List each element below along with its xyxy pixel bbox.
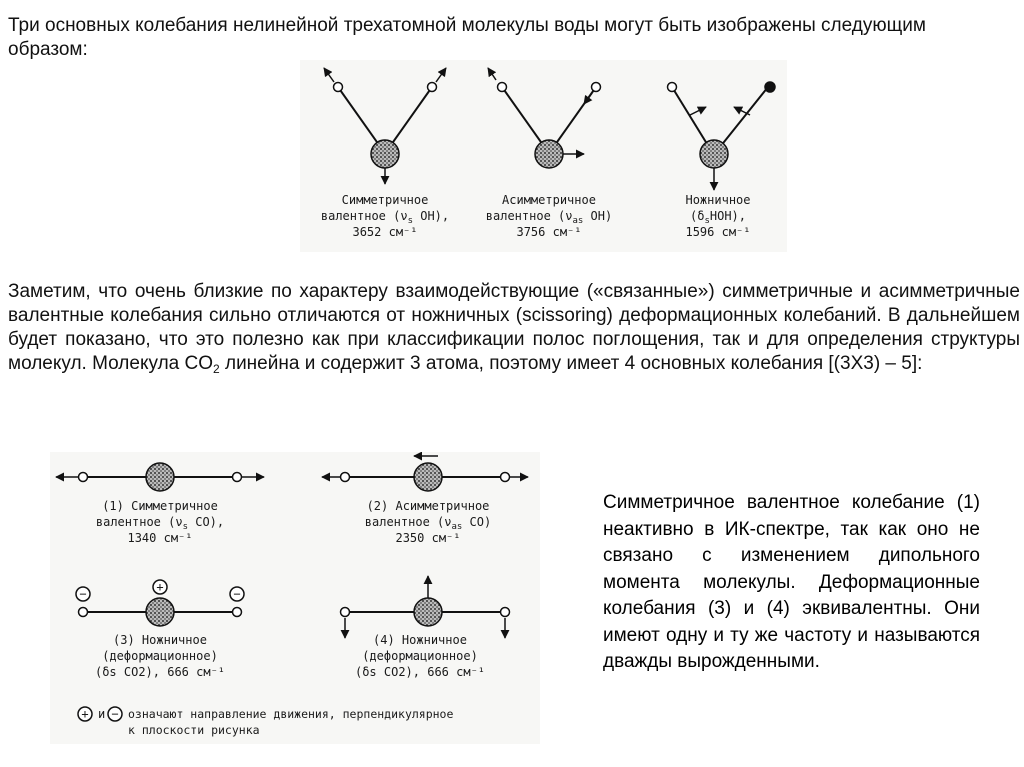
co2-mode4-name: (4) Ножничное (373, 633, 467, 647)
co2-mode2-frequency: 2350 см⁻¹ (395, 531, 461, 545)
co2-mode4-type: (деформационное) (362, 649, 478, 663)
svg-text:−: − (79, 587, 87, 601)
mode1-type: валентное ($\nu_s$ OH), (320, 209, 450, 226)
water-vibrations-figure (300, 60, 787, 252)
legend-and: и (98, 707, 106, 721)
co2-mode1-type: валентное ($\nu_s$ CO), (95, 515, 225, 532)
co2-mode2-type: валентное ($\nu_{as}$ CO) (364, 515, 492, 532)
co2-mode-1 (56, 463, 264, 545)
water-vibrations-diagram (300, 60, 787, 252)
mode3-frequency: 1596 см⁻¹ (685, 225, 751, 239)
water-mode-asymmetric (486, 68, 612, 239)
mode3-name: Ножничное (685, 193, 751, 207)
legend-text-line1: означают направление движения, перпендикулярное (128, 707, 454, 721)
mode1-name: Симметричное (341, 193, 429, 207)
co2-mode2-name: (2) Асимметричное (366, 499, 490, 513)
co2-mode3-name: (3) Ножничное (113, 633, 207, 647)
co2-mode-4 (341, 576, 510, 679)
co2-mode1-frequency: 1340 см⁻¹ (127, 531, 193, 545)
body-text-tail: линейна и содержит 3 атома, поэтому имеет 4 основных колебания [(3Х3) – 5]: (219, 353, 923, 374)
mode2-frequency: 3756 см⁻¹ (516, 225, 582, 239)
mode2-name: Асимметричное (502, 193, 596, 207)
co2-mode3-type: (деформационное) (102, 649, 218, 663)
co2-mode3-frequency: (δs CO2), 666 см⁻¹ (94, 665, 226, 679)
mode3-type: $(\delta_sHOH)$, (690, 209, 746, 226)
co2-mode-3 (76, 580, 244, 679)
co2-vibrations-figure (50, 452, 540, 744)
co2-mode1-name: (1) Симметричное (102, 499, 218, 513)
svg-text:−: − (111, 707, 119, 721)
body-text-main: Заметим, что очень близкие по характеру взаимодействующие («связанные») симметричные и асимметричные валентные колебания сильно отличаются от ножничных (scissoring) деформационных колебаний. В дальнейшем будет показано, что это полезно как при классификации полос поглощения, так и для определения структуры молекул. Молекула CO (8, 281, 1020, 374)
body-paragraph (8, 280, 1020, 376)
co2-legend (78, 707, 453, 737)
svg-text:+: + (156, 580, 164, 594)
intro-paragraph: Три основных колебания нелинейной трехатомной молекулы воды могут быть изображены следующим образом: (8, 15, 926, 60)
co2-mode4-frequency: (δs CO2), 666 см⁻¹ (354, 665, 486, 679)
co2-mode-2 (322, 456, 528, 545)
co2-vibrations-diagram (50, 452, 540, 744)
water-mode-symmetric (321, 68, 449, 239)
mode2-type: валентное ($\nu_{as}$ OH) (485, 209, 613, 226)
svg-text:+: + (81, 707, 89, 721)
side-note-paragraph: Симметричное валентное колебание (1) неактивно в ИК-спектре, так как оно не связано с изменением дипольного момента молекулы. Деформационные колебания (3) и (4) эквивалентны. Они имеют одну и ту же частоту и называются дважды вырожденными. (603, 492, 980, 672)
co2-subscript: 2 (213, 362, 220, 376)
mode1-frequency: 3652 см⁻¹ (352, 225, 418, 239)
svg-text:−: − (233, 587, 241, 601)
water-mode-scissoring (668, 82, 776, 239)
legend-text-line2: к плоскости рисунка (128, 723, 260, 737)
